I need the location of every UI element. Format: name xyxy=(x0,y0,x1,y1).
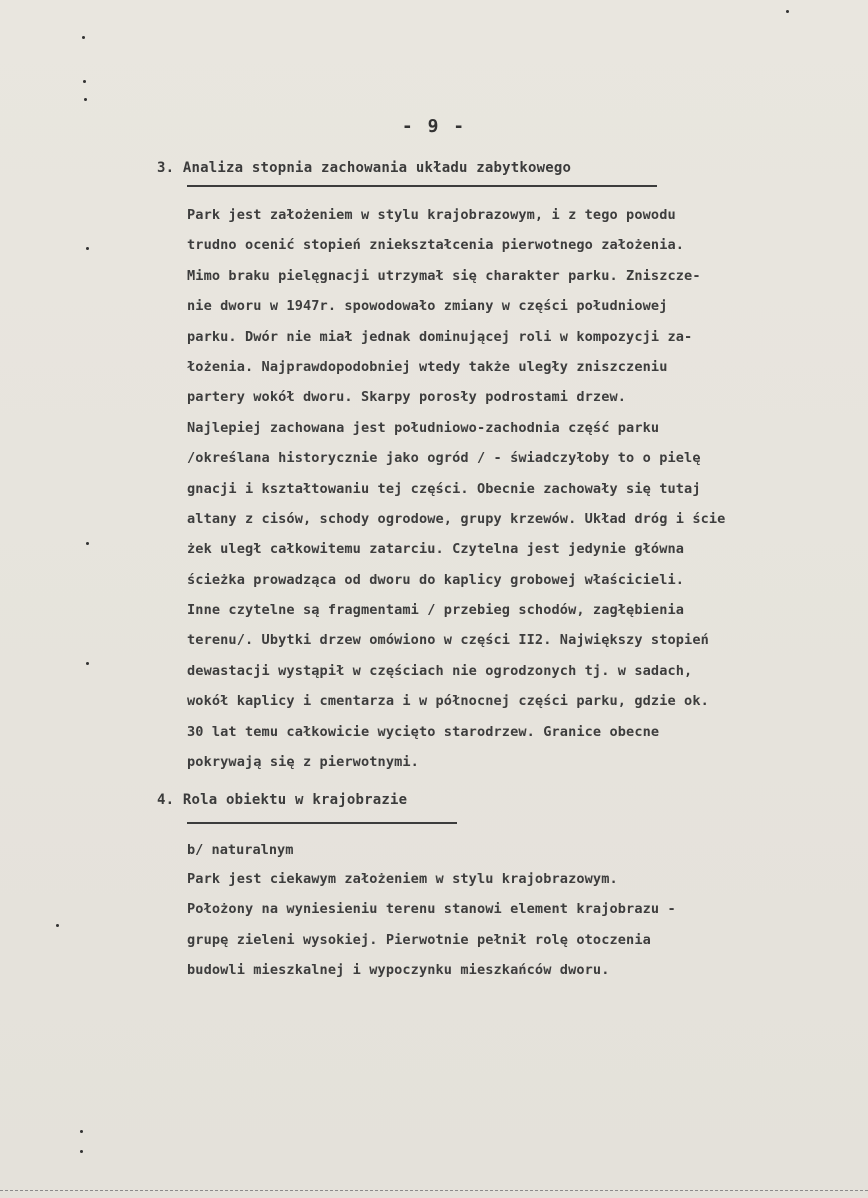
heading-underline xyxy=(187,185,657,187)
scan-speck xyxy=(80,1150,83,1153)
text-line: altany z cisów, schody ogrodowe, grupy krzewów. Układ dróg i ście xyxy=(187,510,726,527)
text-line: żek uległ całkowitemu zatarciu. Czytelna jest jedynie główna xyxy=(187,541,685,558)
text-line: terenu/. Ubytki drzew omówiono w części II2. Największy stopień xyxy=(187,632,709,649)
scan-speck xyxy=(83,80,86,83)
text-line: dewastacji wystąpił w częściach nie ogrodzonych tj. w sadach, xyxy=(187,662,693,679)
text-line: budowli mieszkalnej i wypoczynku mieszkańców dworu. xyxy=(187,962,610,979)
text-line: wokół kaplicy i cmentarza i w północnej części parku, gdzie ok. xyxy=(187,693,709,710)
text-line: nie dworu w 1947r. spowodowało zmiany w części południowej xyxy=(187,298,668,315)
text-line: łożenia. Najprawdopodobniej wtedy także uległy zniszczeniu xyxy=(187,358,668,375)
scan-speck xyxy=(786,10,789,13)
text-line: Inne czytelne są fragmentami / przebieg schodów, zagłębienia xyxy=(187,602,685,619)
text-line: grupę zieleni wysokiej. Pierwotnie pełnił rolę otoczenia xyxy=(187,931,651,948)
scan-speck xyxy=(56,924,59,927)
section-heading-analysis: 3. Analiza stopnia zachowania układu zabytkowego xyxy=(157,160,572,176)
page-edge xyxy=(0,1190,868,1192)
natural-paragraph xyxy=(187,864,676,986)
scan-speck xyxy=(86,662,89,665)
scan-speck xyxy=(82,36,85,39)
text-line: Mimo braku pielęgnacji utrzymał się charakter parku. Zniszcze- xyxy=(187,267,701,284)
text-line: /określana historycznie jako ogród / - świadczyłoby to o pielę xyxy=(187,450,701,467)
text-line: Park jest ciekawym założeniem w stylu krajobrazowym. xyxy=(187,871,618,887)
scan-speck xyxy=(84,98,87,101)
scan-speck xyxy=(80,1130,83,1133)
scan-speck xyxy=(86,542,89,545)
text-line: Położony na wyniesieniu terenu stanowi element krajobrazu - xyxy=(187,901,676,918)
text-line: 30 lat temu całkowicie wycięto starodrzew. Granice obecne xyxy=(187,723,660,740)
text-line: parku. Dwór nie miał jednak dominującej roli w kompozycji za- xyxy=(187,328,693,345)
analysis-paragraph xyxy=(187,200,725,777)
scan-speck xyxy=(86,247,89,250)
subheading-natural: b/ naturalnym xyxy=(187,842,294,858)
text-line: pokrywają się z pierwotnymi. xyxy=(187,754,419,771)
text-line: Park jest założeniem w stylu krajobrazowym, i z tego powodu xyxy=(187,207,676,223)
text-line: Najlepiej zachowana jest południowo-zachodnia część parku xyxy=(187,419,660,436)
text-line: trudno ocenić stopień zniekształcenia pierwotnego założenia. xyxy=(187,237,685,254)
heading-underline xyxy=(187,822,457,824)
text-line: partery wokół dworu. Skarpy porosły podrostami drzew. xyxy=(187,389,627,406)
text-line: gnacji i kształtowaniu tej części. Obecnie zachowały się tutaj xyxy=(187,480,701,497)
text-line: ścieżka prowadząca od dworu do kaplicy grobowej właścicieli. xyxy=(187,571,685,588)
section-heading-role: 4. Rola obiektu w krajobrazie xyxy=(157,792,408,808)
page-number: - 9 - xyxy=(401,116,467,137)
